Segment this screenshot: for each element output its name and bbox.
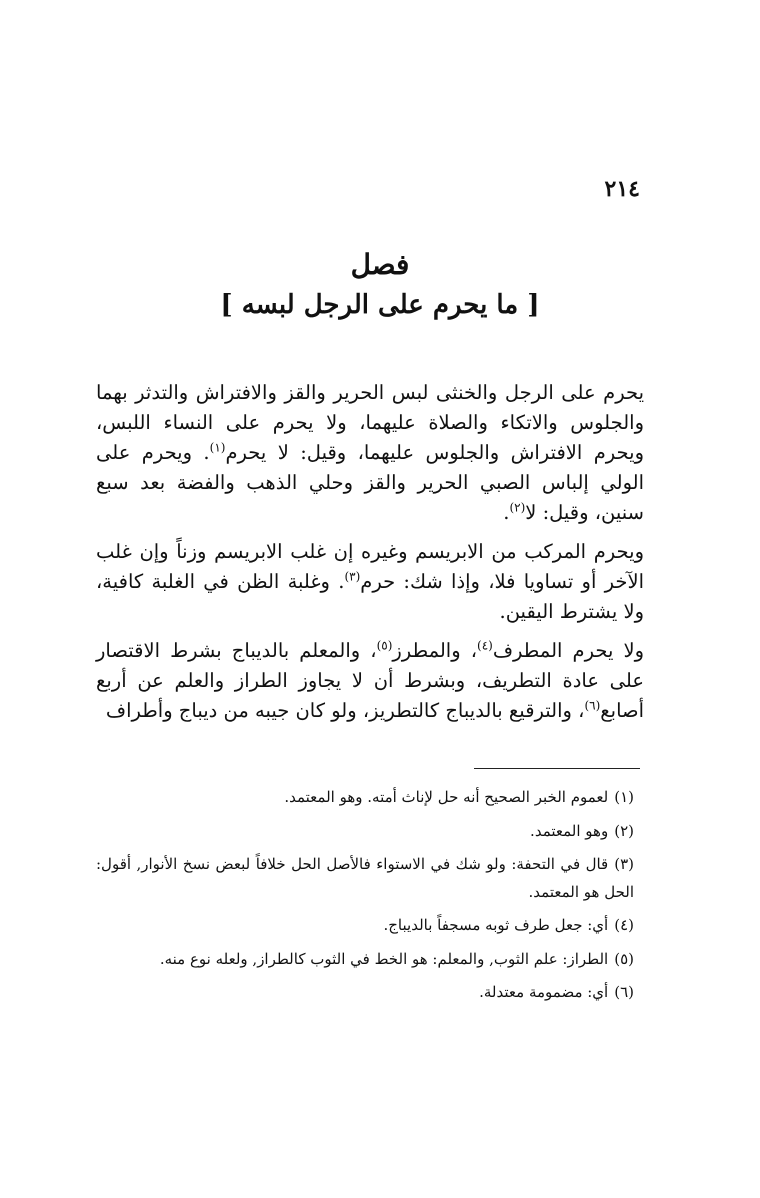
paragraph-1-part-1: يحرم على الرجل والخنثى لبس الحرير والقز والافتراش والتدثر بهما والجلوس والاتكاء والصلاة عليهما، ولا يحرم على النساء اللبس، ويحرم الافتراش والجلوس عليهما، وقيل: لا يحرم [96,381,644,464]
section-subtitle: [ ما يحرم على الرجل لبسه ] [220,290,540,320]
footnote [96,851,644,906]
footnote-number: (٣) [614,855,634,873]
paragraph-1-part-2: . ويحرم على الولي إلباس الصبي الحرير والقز وحلي الذهب والفضة بعد سبع سنين، وقيل: لا [96,441,644,524]
footnote-text: وهو المعتمد. [530,821,609,840]
footnote-marker-1[interactable]: (١) [209,440,226,455]
footnote-number: (٥) [614,949,634,968]
paragraph-2 [96,537,644,627]
footnote-text: أي: جعل طرف ثوبه مسجفاً بالديباج. [383,916,609,934]
footnote-number: (١) [614,788,634,806]
footnote [96,818,644,846]
footnote-marker-3[interactable]: (٣) [344,569,361,584]
footnote-text: أي: مضمومة معتدلة. [479,983,609,1001]
footnote-text: قال في التحفة: ولو شك في الاستواء فالأصل الحل خلافاً لبعض نسخ الأنوار, أقول: الحل هو المعتمد. [96,855,634,901]
footnote-marker-4[interactable]: (٤) [477,638,493,653]
footnote-number: (٤) [614,916,634,934]
footnote-marker-2[interactable]: (٢) [509,500,526,515]
footnote-text: الطراز: علم الثوب, والمعلم: هو الخط في الثوب كالطراز, ولعله نوع منه. [159,949,609,968]
footnote-text: لعموم الخبر الصحيح أنه حل لإناث أمته. وهو المعتمد. [284,788,609,806]
footnote [96,784,644,812]
chapter-heading: فصل [350,248,410,281]
paragraph-3-part-3: ، والمعلم بالديباج بشرط الاقتصار على عادة التطريف، وبشرط أن لا يجاوز الطراز والعلم عن أربع أصابع [96,639,644,722]
footnotes [96,784,644,1013]
footnote-divider [474,768,640,769]
paragraph-1 [96,378,644,528]
paragraph-3-part-1: ولا يحرم المطرف [492,639,644,662]
paragraph-2-part-2: . وغلبة الظن في الغلبة كافية، ولا يشترط اليقين. [96,570,644,623]
paragraph-1-part-3: . [503,501,510,524]
footnote-marker-6[interactable]: (٦) [584,698,601,713]
footnote [96,979,644,1007]
paragraph-3-part-4: ، والترقيع بالديباج كالتطريز، ولو كان جيبه من ديباج وأطراف [105,699,585,722]
footnote-number: (٢) [614,821,634,840]
paragraph-3 [96,636,644,726]
main-text [96,378,644,735]
paragraph-2-part-1: ويحرم المركب من الابريسم وغيره إن غلب الابريسم وزناً وإن غلب الآخر أو تساويا فلا، وإذا شك: حرم [96,540,644,593]
paragraph-3-part-2: ، والمطرز [392,639,477,662]
footnote [96,912,644,940]
footnote [96,946,644,974]
page-number: ٢١٤ [604,176,640,202]
footnote-marker-5[interactable]: (٥) [376,638,393,653]
footnote-number: (٦) [614,983,634,1001]
